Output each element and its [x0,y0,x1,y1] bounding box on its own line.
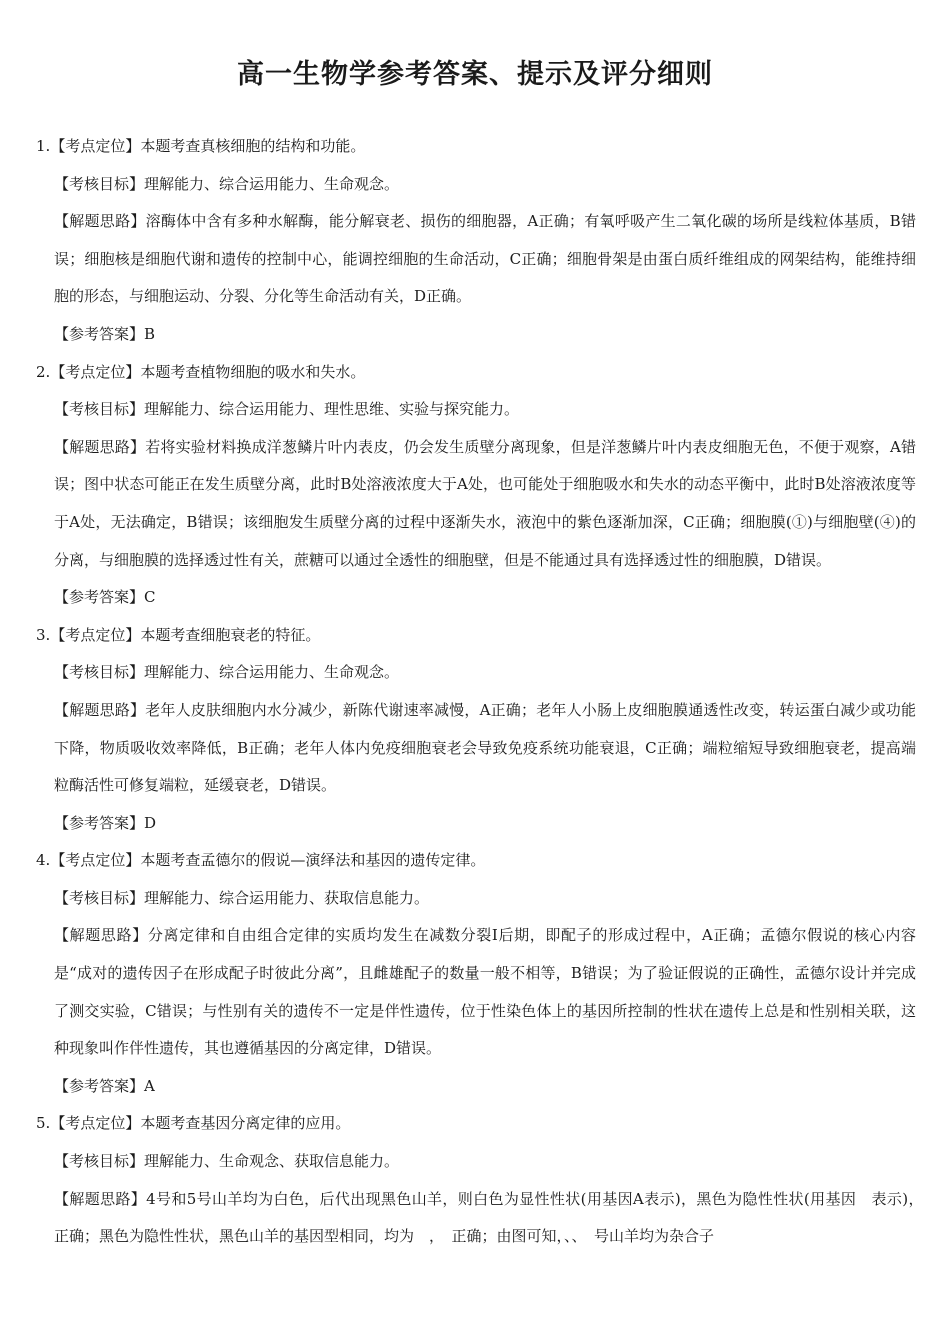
goal-text: 理解能力、综合运用能力、获取信息能力。 [144,888,430,907]
question-1 [36,128,916,354]
answer-label: 【参考答案】 [54,1076,145,1095]
point-line [36,617,916,655]
page-title: 高一生物学参考答案、提示及评分细则 [237,59,713,90]
question-5 [36,1105,931,1255]
answer-line [36,316,916,354]
goal-text: 理解能力、生命观念、获取信息能力。 [144,1152,400,1171]
question-number: 4. [36,851,51,870]
idea-label: 【解题思路】 [54,926,148,945]
point-text: 本题考查细胞衰老的特征。 [140,625,321,644]
goal-text: 理解能力、综合运用能力、生命观念。 [144,663,400,682]
answer-label: 【参考答案】 [54,588,145,607]
idea-line [36,917,916,1067]
question-number: 3. [36,625,51,644]
goal-line [36,391,916,429]
point-line [36,1105,916,1143]
answer-text: A [144,1076,155,1095]
answer-line [36,1068,916,1106]
goal-line [36,880,916,918]
answer-text: D [144,813,157,832]
point-text: 本题考查真核细胞的结构和功能。 [140,137,366,155]
answer-line [36,805,916,843]
idea-line [36,1181,931,1256]
idea-line [36,203,916,316]
idea-text: 分离定律和自由组合定律的实质均发生在减数分裂Ⅰ后期，即配子的形成过程中，A正确；孟德尔假说的核心内容是“成对的遗传因子在形成配子时彼此分离”，且雌雄配子的数量一般不相等，B错误；为了验证假说的正确性，孟德尔设计并完成了测交实验，C错误；与性别有关的遗传不一定是伴性遗传，位于性染色体上的基因所控制的性状在遗传上总是和性别相关联，这种现象叫作伴性遗传，其也遵循基因的分离定律，D错误。 [54,926,916,1058]
question-number: 5. [36,1114,51,1133]
idea-text: 若将实验材料换成洋葱鳞片叶内表皮，仍会发生质壁分离现象，但是洋葱鳞片叶内表皮细胞无色，不便于观察，A错误；图中状态可能正在发生质壁分离，此时B处溶液浓度大于A处，也可能处于细胞吸水和失水的动态平衡中，此时B处溶液浓度等于A处，无法确定，B错误；该细胞发生质壁分离的过程中逐渐失水，液泡中的紫色逐渐加深，C正确；细胞膜(①)与细胞壁(④)的分离，与细胞膜的选择透过性有关，蔗糖可以通过全透性的细胞壁，但是不能通过具有选择透过性的细胞膜，D错误。 [54,437,916,569]
question-2 [36,354,916,617]
goal-line [36,654,916,692]
question-3 [36,617,916,843]
goal-line [36,1143,916,1181]
goal-label: 【考核目标】 [54,400,145,419]
goal-text: 理解能力、综合运用能力、理性思维、实验与探究能力。 [144,400,520,419]
point-label: 【考点定位】 [50,851,141,870]
idea-label: 【解题思路】 [54,700,146,719]
point-label: 【考点定位】 [50,137,141,155]
point-text: 本题考查基因分离定律的应用。 [140,1114,351,1133]
point-text: 本题考查孟德尔的假说—演绎法和基因的遗传定律。 [140,851,486,870]
idea-label: 【解题思路】 [54,212,146,231]
idea-label: 【解题思路】 [54,437,146,456]
goal-line [36,166,916,204]
answer-label: 【参考答案】 [54,813,145,832]
answer-list [36,128,931,1256]
answer-text: C [144,588,156,607]
point-label: 【考点定位】 [50,362,141,381]
idea-text: 老年人皮肤细胞内水分减少，新陈代谢速率减慢，A正确；老年人小肠上皮细胞膜通透性改变，转运蛋白减少或功能下降，物质吸收效率降低，B正确；老年人体内免疫细胞衰老会导致免疫系统功能衰退，C正确；端粒缩短导致细胞衰老，提高端粒酶活性可修复端粒，延缓衰老，D错误。 [54,700,916,795]
question-4 [36,842,916,1105]
answer-line [36,579,916,617]
point-line [36,128,916,166]
question-number: 2. [36,362,51,381]
answer-label: 【参考答案】 [54,324,145,343]
idea-line [36,692,916,805]
point-line [36,354,916,392]
answer-text: B [144,324,156,343]
question-number: 1. [36,137,51,155]
goal-label: 【考核目标】 [54,663,145,682]
goal-label: 【考核目标】 [54,1152,145,1171]
point-text: 本题考查植物细胞的吸水和失水。 [140,362,366,381]
idea-label: 【解题思路】 [54,1189,147,1208]
point-line [36,842,916,880]
idea-text: 4号和5号山羊均为白色，后代出现黑色山羊，则白色为显性性状(用基因A表示)，黑色为隐性性状(用基因 表示)， 正确；黑色为隐性性状，黑色山羊的基因型相同，均为 ， 正确；由图可知，、、 号山羊均为杂合子 [54,1189,931,1246]
point-label: 【考点定位】 [50,1114,141,1133]
point-label: 【考点定位】 [50,625,141,644]
idea-text: 溶酶体中含有多种水解酶，能分解衰老、损伤的细胞器，A正确；有氧呼吸产生二氧化碳的场所是线粒体基质，B错误；细胞核是细胞代谢和遗传的控制中心，能调控细胞的生命活动，C正确；细胞骨架是由蛋白质纤维组成的网架结构，能维持细胞的形态，与细胞运动、分裂、分化等生命活动有关，D正确。 [54,212,916,306]
goal-label: 【考核目标】 [54,174,145,193]
goal-text: 理解能力、综合运用能力、生命观念。 [144,174,400,193]
idea-line [36,429,916,579]
goal-label: 【考核目标】 [54,888,145,907]
